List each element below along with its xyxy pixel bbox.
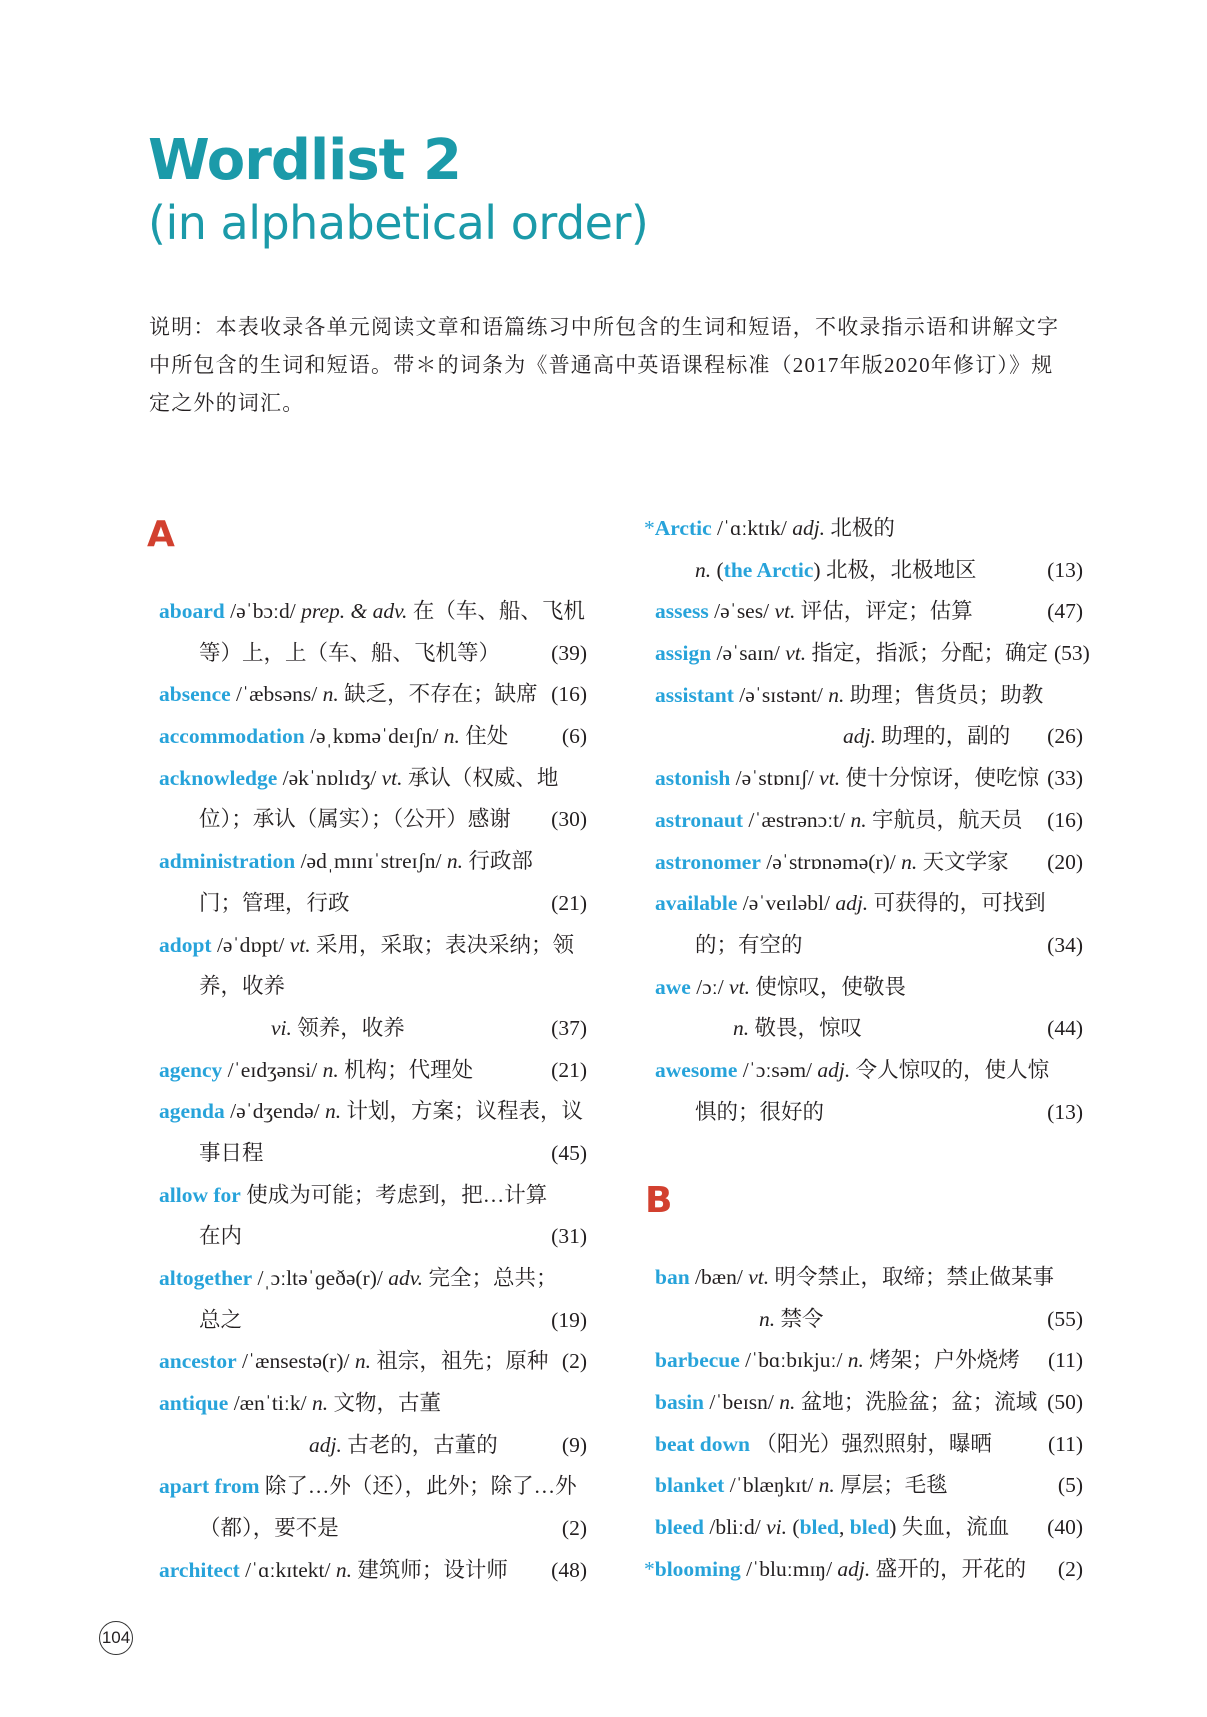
part-of-speech: n.	[828, 682, 845, 707]
headword: awe	[655, 974, 691, 999]
entry-text	[655, 1008, 862, 1050]
word-entry	[159, 1383, 587, 1425]
part-of-speech: vt.	[774, 599, 796, 624]
word-entry	[655, 675, 1083, 717]
definition-text: 的；有空的	[695, 932, 803, 957]
definition-text: /əˈveɪləbl/	[737, 891, 836, 916]
headword: allow for	[159, 1182, 241, 1207]
unit-page-reference: (40)	[1047, 1515, 1083, 1540]
entry-text	[655, 1257, 1054, 1299]
headword: Arctic	[654, 516, 712, 540]
section-letter-b: B	[645, 1180, 673, 1221]
part-of-speech: adv.	[388, 1266, 424, 1290]
definition-text: 可获得的，可找到	[868, 891, 1046, 916]
part-of-speech: n.	[779, 1390, 796, 1415]
definition-text: 祖宗，祖先；原种	[370, 1349, 549, 1374]
headword: blooming	[654, 1556, 741, 1581]
headword: blanket	[655, 1473, 725, 1498]
part-of-speech: n.	[850, 807, 867, 832]
word-entry	[655, 591, 1083, 633]
word-entry	[655, 1382, 1083, 1424]
entry-continuation-line	[655, 1008, 1083, 1050]
definition-text: /ˈbeɪsn/	[704, 1390, 780, 1415]
definition-text: /ˈɔːsəm/	[737, 1057, 818, 1082]
definition-text: /ˌɔːltəˈɡeðə(r)/	[252, 1266, 389, 1290]
headword: accommodation	[159, 724, 305, 749]
part-of-speech: adj.	[792, 516, 826, 540]
entry-continuation-line	[159, 799, 587, 841]
unit-page-reference: (34)	[1047, 932, 1083, 957]
entry-text	[159, 1133, 264, 1175]
part-of-speech: n.	[322, 1057, 339, 1082]
entry-text	[655, 1424, 992, 1466]
headword: assistant	[655, 682, 734, 707]
unit-page-reference: (47)	[1047, 599, 1083, 624]
entry-text	[159, 1091, 583, 1133]
headword: assess	[655, 599, 709, 624]
entry-text	[655, 1382, 1037, 1424]
entry-continuation-line	[159, 1425, 587, 1467]
unit-page-reference: (5)	[1057, 1473, 1083, 1498]
definition-text: 门；管理，行政	[199, 890, 350, 915]
part-of-speech: adj.	[835, 891, 869, 916]
entry-text	[655, 1050, 1049, 1092]
word-entry	[159, 758, 587, 800]
definition-text: 北极的	[825, 516, 895, 540]
headword: astonish	[655, 766, 731, 791]
entry-continuation-line	[655, 925, 1083, 967]
definition-text: 完全；总共；	[423, 1266, 558, 1290]
unit-page-reference: (21)	[551, 890, 587, 915]
unit-page-reference: (53)	[1054, 641, 1090, 666]
part-of-speech: n.	[446, 849, 463, 874]
headword: agenda	[159, 1099, 225, 1124]
entry-text	[159, 966, 285, 1008]
entry-text	[655, 1299, 824, 1341]
unit-page-reference: (21)	[551, 1057, 587, 1082]
entry-continuation-line	[655, 1092, 1083, 1134]
part-of-speech: n.	[901, 849, 918, 874]
definition-text: 缺乏，不存在；缺席	[338, 682, 538, 707]
headword: antique	[159, 1391, 229, 1416]
word-entry	[159, 925, 587, 967]
headword: assign	[655, 641, 712, 666]
definition-text: 厚层；毛毯	[834, 1473, 948, 1498]
entry-continuation-line	[159, 1508, 587, 1550]
unit-page-reference: (37)	[551, 1015, 587, 1040]
word-entry	[159, 674, 587, 716]
definition-text: 总之	[199, 1307, 243, 1332]
entry-text	[159, 1300, 242, 1342]
word-entry	[655, 633, 1090, 675]
entry-continuation-line	[159, 1008, 587, 1050]
definition-text: ,	[839, 1515, 850, 1540]
definition-text: 宇航员，航天员	[866, 807, 1023, 832]
definition-text: 助理的，副的	[875, 724, 1011, 749]
definition-text: /ədˌmɪnɪˈstreɪʃn/	[295, 849, 447, 874]
entry-text	[159, 799, 511, 841]
definition-text: 计划，方案；议程表，议	[341, 1099, 584, 1124]
entry-text	[655, 591, 973, 633]
entry-text	[655, 758, 1039, 800]
entry-text	[159, 1050, 473, 1092]
headword: bled	[849, 1515, 890, 1540]
definition-text: 使惊叹，使敬畏	[749, 974, 906, 999]
definition-text: 使十分惊讶，使吃惊	[840, 766, 1039, 791]
part-of-speech: vt.	[729, 974, 750, 999]
entry-text	[159, 1216, 242, 1258]
part-of-speech: vt.	[748, 1265, 770, 1289]
definition-text: 行政部	[462, 849, 533, 874]
part-of-speech: adj.	[817, 1057, 851, 1082]
entry-text	[159, 1175, 547, 1217]
definition-text: /bliːd/	[703, 1515, 767, 1540]
entry-continuation-line	[159, 883, 587, 925]
word-entry	[159, 1466, 587, 1508]
word-entry	[655, 1340, 1083, 1382]
headword: bleed	[655, 1515, 704, 1540]
definition-text: /əkˈnɒlɪdʒ/	[277, 765, 382, 790]
definition-text: 指定，指派；分配；确定	[806, 641, 1049, 666]
definition-text: /əˈdʒendə/	[224, 1099, 325, 1124]
word-entry	[655, 1507, 1083, 1549]
definition-text: /əˌkɒməˈdeɪʃn/	[304, 724, 444, 749]
word-entry	[159, 841, 587, 883]
entry-text	[655, 716, 1010, 758]
definition-text: 采用，采取；表决采纳；领	[310, 932, 574, 957]
unit-page-reference: (30)	[551, 807, 587, 832]
unit-page-reference: (13)	[1047, 1099, 1083, 1124]
definition-text: 文物，古董	[328, 1391, 441, 1416]
part-of-speech: vi.	[766, 1515, 788, 1540]
entry-text	[655, 800, 1023, 842]
part-of-speech: vt.	[819, 766, 841, 791]
entry-text	[159, 1550, 508, 1592]
definition-text: /ˈɑːkɪtekt/	[239, 1557, 336, 1582]
entry-text	[159, 883, 350, 925]
entry-text	[655, 1092, 824, 1134]
definition-text: 明令禁止，取缔；禁止做某事	[769, 1265, 1055, 1289]
headword: absence	[159, 682, 231, 707]
headword: astronaut	[655, 807, 744, 832]
unit-page-reference: (33)	[1047, 766, 1083, 791]
unit-page-reference: (16)	[551, 682, 587, 707]
entry-text	[159, 716, 508, 758]
part-of-speech: vt.	[381, 765, 403, 790]
definition-text: 在（车、船、飞机	[407, 599, 585, 623]
definition-text: 助理；售货员；助教	[844, 682, 1044, 707]
headword: barbecue	[655, 1348, 740, 1373]
definition-text: /ænˈtiːk/	[228, 1391, 312, 1416]
entry-text	[655, 967, 906, 1009]
definition-text: /əˈdɒpt/	[211, 932, 290, 957]
definition-text: 天文学家	[917, 849, 1009, 874]
definition-text: /əˈses/	[708, 599, 775, 624]
part-of-speech: adj.	[843, 724, 876, 749]
definition-text: /əˈstɒnɪʃ/	[730, 766, 820, 791]
word-entry	[655, 967, 1083, 1009]
word-entry	[655, 1465, 1083, 1507]
unit-page-reference: (16)	[1047, 807, 1083, 832]
word-entry	[159, 1550, 587, 1592]
headword: awesome	[655, 1057, 738, 1082]
entry-continuation-line	[655, 1299, 1083, 1341]
entry-continuation-line	[159, 633, 587, 675]
part-of-speech: n.	[733, 1016, 750, 1041]
part-of-speech: adj.	[309, 1432, 342, 1457]
word-entry	[159, 1341, 587, 1383]
explanation-note: 说明：本表收录各单元阅读文章和语篇练习中所包含的生词和短语，不收录指示语和讲解文字中所包含的生词和短语。带＊的词条为《普通高中英语课程标准（2017年版2020年修订）》规定之外的词汇。	[149, 315, 1060, 415]
entry-text	[159, 758, 558, 800]
definition-text: 事日程	[199, 1140, 264, 1165]
entry-text	[655, 883, 1046, 925]
unit-page-reference: (11)	[1047, 1348, 1083, 1373]
entry-continuation-line	[159, 966, 587, 1008]
definition-text: /ˈbɑːbɪkjuː/	[739, 1348, 848, 1373]
definition-text: 领养，收养	[291, 1015, 405, 1040]
part-of-speech: n.	[847, 1348, 864, 1373]
headword: bled	[799, 1515, 839, 1540]
headword: altogether	[159, 1266, 253, 1290]
entry-text	[655, 550, 976, 592]
definition-text: ) 北极，北极地区	[813, 557, 977, 582]
definition-text: /əˈsaɪn/	[711, 641, 786, 666]
definition-text: (	[787, 1515, 800, 1540]
headword: apart from	[159, 1474, 260, 1499]
part-of-speech: n.	[322, 682, 339, 707]
wordlist-column-a-left	[159, 591, 587, 1592]
definition-text: ) 失血，流血	[889, 1515, 1010, 1540]
word-entry	[655, 1050, 1083, 1092]
definition-text: （阳光）强烈照射，曝晒	[749, 1431, 992, 1456]
unit-page-reference: (50)	[1047, 1390, 1083, 1415]
definition-text: /ˈænsestə(r)/	[236, 1349, 355, 1374]
unit-page-reference: (48)	[551, 1557, 587, 1582]
definition-text: 养，收养	[199, 974, 286, 999]
wordlist-column-b	[644, 1257, 1083, 1591]
entry-continuation-line	[655, 716, 1083, 758]
word-entry	[644, 508, 1083, 550]
definition-text: /bæn/	[689, 1265, 749, 1289]
headword: aboard	[159, 599, 225, 623]
entry-text	[644, 1549, 1027, 1591]
entry-text	[159, 841, 533, 883]
definition-text: 盆地；洗脸盆；盆；流域	[795, 1390, 1038, 1415]
word-entry	[159, 1091, 587, 1133]
entry-continuation-line	[655, 550, 1083, 592]
definition-text: 禁令	[775, 1306, 824, 1331]
definition-text: 位）；承认（属实）；（公开）感谢	[199, 807, 511, 832]
definition-text: 评估，评定；估算	[795, 599, 973, 624]
definition-text: （都），要不是	[199, 1516, 339, 1541]
headword: architect	[159, 1557, 240, 1582]
headword: available	[655, 891, 738, 916]
definition-text: 住处	[459, 724, 509, 749]
part-of-speech: vt.	[289, 932, 311, 957]
part-of-speech: prep. & adv.	[301, 599, 408, 623]
part-of-speech: n.	[325, 1099, 342, 1124]
entry-text	[655, 1465, 948, 1507]
definition-text: 令人惊叹的，使人惊	[850, 1057, 1050, 1082]
unit-page-reference: (55)	[1047, 1306, 1083, 1331]
entry-text	[159, 1341, 548, 1383]
definition-text: /ˈɑːktɪk/	[711, 516, 793, 540]
definition-text: /ˈbluːmɪŋ/	[740, 1556, 838, 1581]
entry-continuation-line	[159, 1133, 587, 1175]
definition-text: 古老的，古董的	[341, 1432, 498, 1457]
unit-page-reference: (6)	[561, 724, 587, 749]
entry-text	[655, 675, 1043, 717]
definition-text: 除了…外（还），此外；除了…外	[259, 1474, 577, 1499]
entry-text	[655, 925, 803, 967]
entry-text	[644, 508, 895, 550]
entry-text	[159, 925, 574, 967]
unit-page-reference: (9)	[561, 1432, 587, 1457]
definition-text: 惧的；很好的	[695, 1099, 825, 1124]
headword: ban	[655, 1265, 690, 1289]
word-entry	[655, 758, 1083, 800]
entry-text	[159, 1008, 405, 1050]
unit-page-reference: (11)	[1047, 1431, 1083, 1456]
headword: basin	[655, 1390, 705, 1415]
definition-text: /ɔː/	[690, 974, 730, 999]
page-title: Wordlist 2	[148, 128, 461, 193]
entry-text	[159, 1466, 577, 1508]
part-of-speech: vt.	[785, 641, 807, 666]
definition-text: /əˈstrɒnəmə(r)/	[760, 849, 902, 874]
part-of-speech: n.	[354, 1349, 371, 1374]
unit-page-reference: (20)	[1047, 849, 1083, 874]
word-entry	[655, 1257, 1083, 1299]
page-subtitle: (in alphabetical order)	[148, 196, 649, 250]
definition-text: 盛开的，开花的	[870, 1556, 1027, 1581]
headword: adopt	[159, 932, 212, 957]
entry-text	[159, 1508, 339, 1550]
section-letter-a: A	[147, 514, 175, 555]
word-entry	[655, 842, 1083, 884]
definition-text: /əˈsɪstənt/	[733, 682, 829, 707]
unit-page-reference: (2)	[561, 1349, 587, 1374]
entry-text	[159, 674, 538, 716]
unit-page-reference: (2)	[561, 1516, 587, 1541]
entry-continuation-line	[159, 1216, 587, 1258]
entry-text	[655, 633, 1048, 675]
part-of-speech: adj.	[837, 1556, 871, 1581]
entry-text	[159, 1258, 557, 1300]
part-of-speech: vi.	[271, 1015, 292, 1040]
unit-page-reference: (31)	[551, 1224, 587, 1249]
definition-text: 敬畏，惊叹	[749, 1016, 863, 1041]
word-entry	[655, 1424, 1083, 1466]
definition-text: 使成为可能；考虑到，把…计算	[240, 1182, 548, 1207]
definition-text: (	[711, 557, 724, 582]
headword: beat down	[655, 1431, 750, 1456]
entry-text	[159, 1425, 498, 1467]
definition-text: 承认（权威、地	[402, 765, 559, 790]
wordlist-column-a-right	[644, 508, 1090, 1133]
part-of-speech: n.	[695, 557, 712, 582]
part-of-speech: n.	[335, 1557, 352, 1582]
definition-text: /ˈæstrənɔːt/	[743, 807, 851, 832]
entry-text	[159, 591, 585, 633]
definition-text: /ˈeɪdʒənsi/	[222, 1057, 323, 1082]
unit-page-reference: (26)	[1047, 724, 1083, 749]
entry-text	[655, 1507, 1009, 1549]
asterisk-marker: *	[644, 516, 655, 540]
headword: the Arctic	[723, 557, 814, 582]
word-entry	[159, 1175, 587, 1217]
unit-page-reference: (44)	[1047, 1016, 1083, 1041]
entry-continuation-line	[159, 1300, 587, 1342]
unit-page-reference: (19)	[551, 1307, 587, 1332]
headword: agency	[159, 1057, 223, 1082]
part-of-speech: n.	[311, 1391, 329, 1416]
unit-page-reference: (2)	[1057, 1556, 1083, 1581]
definition-text: 机构；代理处	[338, 1057, 474, 1082]
definition-text: 等）上，上（车、船、飞机等）	[199, 640, 501, 665]
unit-page-reference: (45)	[551, 1140, 587, 1165]
asterisk-marker: *	[644, 1556, 655, 1581]
word-entry	[655, 800, 1083, 842]
definition-text: 建筑师；设计师	[351, 1557, 508, 1582]
unit-page-reference: (39)	[551, 640, 587, 665]
definition-text: /əˈbɔːd/	[224, 599, 302, 623]
unit-page-reference: (13)	[1047, 557, 1083, 582]
entry-text	[655, 1340, 1020, 1382]
entry-text	[159, 633, 500, 675]
word-entry	[159, 591, 587, 633]
definition-text: /ˈæbsəns/	[230, 682, 323, 707]
headword: acknowledge	[159, 765, 278, 790]
headword: administration	[159, 849, 296, 874]
headword: astronomer	[655, 849, 761, 874]
part-of-speech: n.	[818, 1473, 835, 1498]
entry-text	[159, 1383, 441, 1425]
definition-text: /ˈblæŋkɪt/	[724, 1473, 819, 1498]
word-entry	[644, 1549, 1083, 1591]
definition-text: 烤架；户外烧烤	[863, 1348, 1020, 1373]
word-entry	[159, 716, 587, 758]
part-of-speech: n.	[443, 724, 460, 749]
headword: ancestor	[159, 1349, 237, 1374]
word-entry	[655, 883, 1083, 925]
entry-text	[655, 842, 1009, 884]
word-entry	[159, 1258, 587, 1300]
part-of-speech: n.	[759, 1306, 776, 1331]
page-number: 104	[99, 1621, 133, 1655]
definition-text: 在内	[199, 1224, 243, 1249]
word-entry	[159, 1050, 587, 1092]
